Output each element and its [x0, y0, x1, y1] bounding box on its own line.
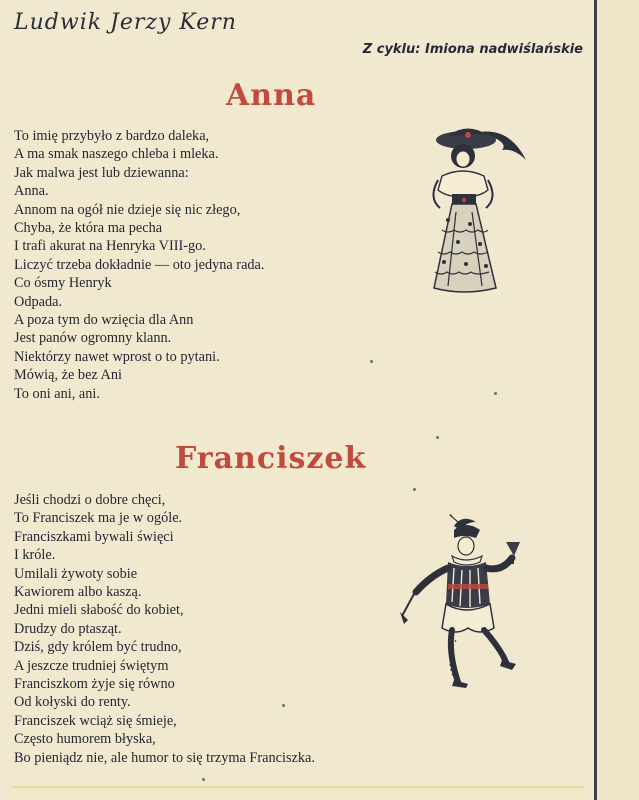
poem-line: To imię przybyło z bardzo daleka, — [14, 128, 210, 144]
poem-line: Bo pieniądz nie, ale humor to się trzyma Franciszka. — [14, 749, 315, 766]
poem-line: A jeszcze trudniej świętym — [14, 657, 169, 674]
poem-line: To oni ani, ani. — [14, 385, 100, 402]
poem-line: Często humorem błyska, — [14, 731, 156, 748]
poem-line: Annom na ogół nie dzieje się nic złego, — [14, 201, 241, 218]
poem-line: I królе. — [14, 547, 56, 564]
jester-illustration — [396, 512, 531, 692]
poem-title-franciszek: Franciszek — [175, 441, 367, 476]
print-speck — [494, 392, 497, 395]
series-label: Z cyklu: Imiona nadwiślańskie — [362, 42, 583, 57]
poem-line: Anna. — [14, 183, 49, 200]
poem-line: Franciszkami bywali święci — [14, 528, 174, 545]
print-speck — [436, 436, 439, 439]
poem-title-anna: Anna — [226, 78, 317, 113]
print-speck — [202, 778, 205, 781]
poem-line: Liczyć trzeba dokładnie — oto jedyna rada. — [14, 256, 265, 273]
poem-line: A ma smak naszego chleba i mleka. — [14, 146, 219, 163]
poem-line: Jest panów ogromny klann. — [14, 330, 172, 347]
poem-line: Jedni mieli słabość do kobiet, — [14, 602, 184, 619]
poem-line: Dziś, gdy królem być trudno, — [14, 639, 182, 656]
poem-line: I trafi akurat na Henryka VIII-go. — [14, 238, 206, 255]
author-name: Ludwik Jerzy Kern — [14, 10, 237, 35]
poem-line: Jak malwa jest lub dziewanna: — [14, 164, 189, 181]
lady-in-hat-illustration — [418, 120, 538, 298]
poem-line: Niektórzy nawet wprost o to pytani. — [14, 348, 220, 365]
poem-line: Odpada. — [14, 293, 63, 310]
print-speck — [370, 360, 373, 363]
poem-line: To Franciszek ma je w ogóle. — [14, 510, 183, 527]
poem-franciszek — [14, 491, 315, 767]
adjacent-column — [597, 0, 639, 800]
poem-line: Chyba, że która ma pecha — [14, 220, 163, 237]
poem-line: Franciszkom żyje się równo — [14, 676, 175, 693]
poem-anna — [14, 127, 264, 403]
poem-line: Od kołyski do renty. — [14, 694, 131, 711]
print-speck — [282, 704, 285, 707]
poem-line: Jeśli chodzi o dobre chęci, — [14, 492, 166, 508]
poem-line: A poza tym do wzięcia dla Ann — [14, 312, 194, 329]
poem-line: Umilali żywoty sobie — [14, 565, 138, 582]
poem-line: Kawiorem albo kaszą. — [14, 584, 142, 601]
poem-line: Co ósmy Henryk — [14, 275, 112, 292]
poem-line: Franciszek wciąż się śmieje, — [14, 712, 177, 729]
poem-line: Mówią, że bez Ani — [14, 367, 122, 384]
print-speck — [413, 488, 416, 491]
bottom-rule — [12, 786, 584, 796]
poem-line: Drudzy do ptasząt. — [14, 620, 122, 637]
